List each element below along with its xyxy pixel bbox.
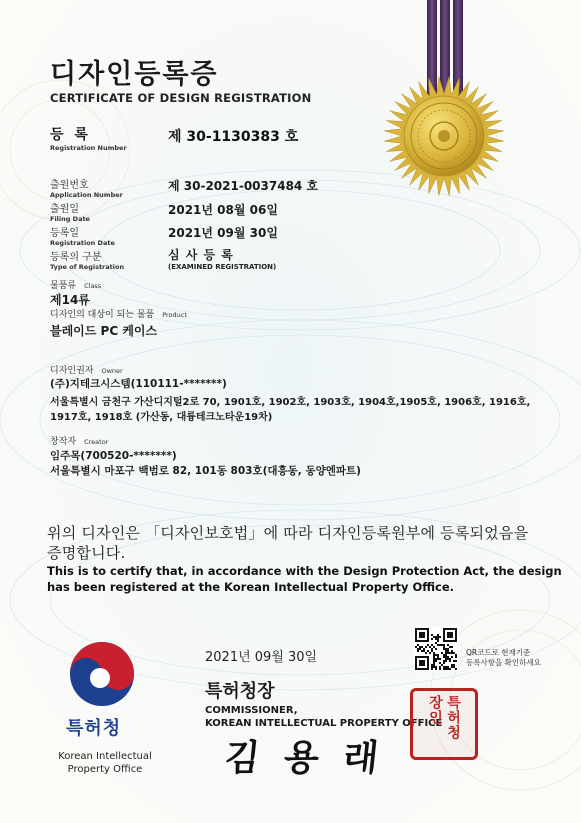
commissioner-title-en (205, 704, 442, 730)
filing-date-value: 2021년 08월 06일 (168, 203, 278, 217)
qr-note-line-1: QR코드로 현재기준 (466, 648, 531, 657)
field-filing-date-label (50, 200, 90, 223)
qr-note (466, 648, 541, 668)
registration-number: 제 30-1130383 호 (168, 129, 299, 145)
creator-label-en: Creator (84, 438, 109, 446)
owner-label-ko: 디자인권자 (50, 366, 94, 376)
owner-name: (주)지테크시스템(110111-*******) (50, 378, 227, 390)
field-label-en: Filing Date (50, 215, 90, 223)
class-value: 제14류 (50, 293, 90, 307)
commissioner-signature: 김 용 래 (222, 737, 387, 779)
class-label-en: Class (84, 282, 102, 290)
kipo-name-en-line-1: Korean Intellectual (58, 751, 152, 762)
field-label-ko: 등록의 구분 (50, 252, 102, 263)
certify-en-line-1: This is to certify that, in accordance with the Design Protection Act, the design (47, 564, 562, 578)
registration-date-value: 2021년 09월 30일 (168, 226, 278, 240)
registration-type-ko: 심 사 등 록 (168, 248, 234, 262)
commissioner-title-en-line-1: COMMISSIONER, (205, 705, 298, 716)
kipo-name-ko: 특허청 (66, 718, 122, 739)
field-label-ko: 등록일 (50, 228, 79, 239)
owner-address-line-2: 1917호, 1918호 (가산동, 대륭테크노타운19차) (50, 412, 273, 423)
field-label-ko: 출원번호 (50, 180, 89, 191)
creator-label-ko: 창작자 (50, 437, 77, 447)
kipo-name-en (50, 750, 160, 776)
creator-name: 임주목(700520-*******) (50, 450, 177, 462)
creator-label (50, 434, 108, 447)
owner-label (50, 363, 123, 376)
field-label-ko: 출원일 (50, 204, 79, 215)
certify-statement-en (47, 563, 562, 595)
field-registration-type-label (50, 248, 124, 271)
owner-address-line-1: 서울특별시 금천구 가산디지털2로 70, 1901호, 1902호, 1903호, 1904호,1905호, 1906호, 1916호, (50, 397, 531, 408)
certify-ko-line-2: 증명합니다. (47, 544, 126, 562)
qr-note-line-2: 등록사항을 확인하세요 (466, 658, 541, 667)
issue-date: 2021년 09월 30일 (205, 650, 318, 665)
certify-statement-ko (47, 523, 528, 563)
owner-label-en: Owner (101, 367, 123, 375)
application-number-value: 제 30-2021-0037484 호 (168, 179, 319, 193)
product-value: 블레이드 PC 케이스 (50, 324, 158, 338)
registration-type-value (168, 246, 276, 271)
registration-label-en: Registration Number (50, 144, 127, 152)
class-label (50, 278, 101, 291)
certificate-title-en: CERTIFICATE OF DESIGN REGISTRATION (50, 91, 312, 105)
field-label-en: Type of Registration (50, 263, 125, 271)
registration-label-ko: 등 록 (50, 127, 91, 143)
product-label-en: Product (162, 311, 187, 319)
registration-type-en: (EXAMINED REGISTRATION) (168, 263, 277, 271)
class-label-ko: 물품류 (50, 281, 77, 291)
certify-en-line-2: has been registered at the Korean Intellectual Property Office. (47, 580, 455, 594)
kipo-logo-icon (68, 640, 136, 708)
official-seal-stamp (410, 688, 478, 760)
certify-ko-line-1: 위의 디자인은 「디자인보호법」에 따라 디자인등록원부에 등록되었음을 (47, 524, 529, 542)
product-label (50, 307, 187, 320)
field-label-en: Registration Date (50, 239, 115, 247)
commissioner-title-en-line-2: KOREAN INTELLECTUAL PROPERTY OFFICE (205, 718, 443, 729)
qr-code-icon (414, 627, 458, 671)
product-label-ko: 디자인의 대상이 되는 물품 (50, 310, 155, 320)
field-registration-date-label (50, 224, 115, 247)
official-seal-text: 특허청장인 (427, 695, 461, 740)
commissioner-title-ko: 특허청장 (205, 681, 275, 702)
certificate-title-ko: 디자인등록증 (50, 59, 219, 90)
kipo-name-en-line-2: Property Office (67, 764, 143, 775)
field-application-label (50, 176, 123, 199)
gold-seal-icon (382, 74, 506, 198)
creator-address: 서울특별시 마포구 백범로 82, 101동 803호(대흥동, 동양엔파트) (50, 465, 361, 477)
field-label-en: Application Number (50, 191, 123, 199)
registration-label (50, 124, 127, 152)
